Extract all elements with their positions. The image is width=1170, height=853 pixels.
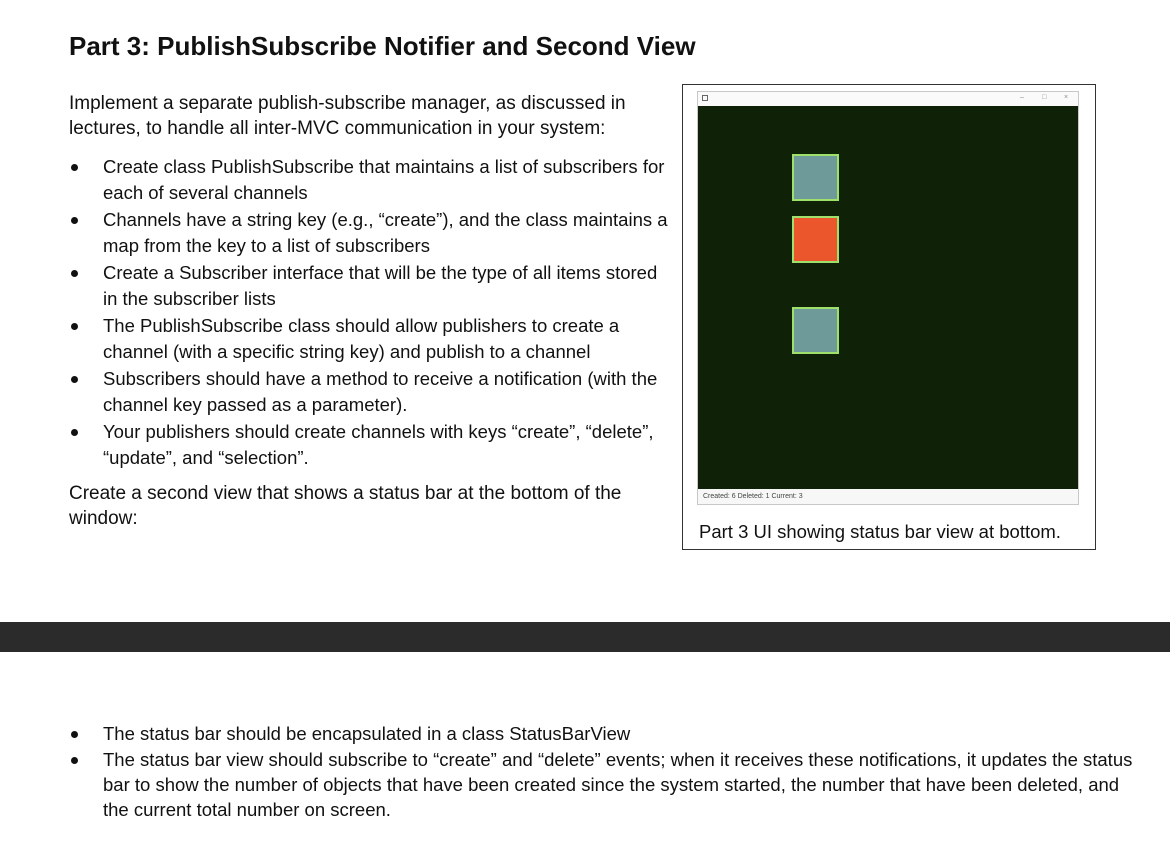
status-bar-requirements-list <box>69 721 1139 823</box>
window-titlebar <box>698 92 1078 107</box>
bullet-icon <box>71 731 78 738</box>
list-item <box>69 366 669 418</box>
list-item <box>69 260 669 312</box>
list-item-text: The PublishSubscribe class should allow publishers to create a channel (with a specific string key) and publish to a channel <box>103 315 620 362</box>
list-item-text: The status bar view should subscribe to “create” and “delete” events; when it receives these notifications, it updates the status bar to show the number of objects that have been created since the system started, the number that have been deleted, and the current total number on screen. <box>103 749 1133 820</box>
list-item <box>69 154 669 206</box>
page-separator-band <box>0 622 1170 652</box>
bullet-icon <box>71 757 78 764</box>
section-title: Part 3: PublishSubscribe Notifier and Second View <box>69 31 696 61</box>
list-item <box>69 721 1139 746</box>
drawing-canvas <box>698 106 1078 489</box>
list-item <box>69 419 669 471</box>
bullet-icon <box>71 217 78 224</box>
list-item-text: The status bar should be encapsulated in a class StatusBarView <box>103 723 631 744</box>
minimize-icon: – <box>1020 94 1024 101</box>
figure-box <box>682 84 1096 550</box>
shape-rectangle <box>792 307 839 354</box>
maximize-icon: □ <box>1042 94 1047 101</box>
list-item-text: Subscribers should have a method to receive a notification (with the channel key passed as a parameter). <box>103 368 658 415</box>
close-icon: × <box>1064 94 1069 101</box>
bullet-icon <box>71 376 78 383</box>
second-view-paragraph: Create a second view that shows a status bar at the bottom of the window: <box>69 483 622 529</box>
requirements-list <box>69 154 669 472</box>
figure-caption: Part 3 UI showing status bar view at bottom. <box>699 521 1061 542</box>
status-bar: Created: 6 Deleted: 1 Current: 3 <box>698 489 1078 504</box>
shape-rectangle-selected <box>792 216 839 263</box>
app-window-screenshot <box>697 91 1079 505</box>
bullet-icon <box>71 429 78 436</box>
list-item <box>69 207 669 259</box>
app-icon <box>702 95 708 101</box>
shape-rectangle <box>792 154 839 201</box>
bullet-icon <box>71 323 78 330</box>
intro-paragraph: Implement a separate publish-subscribe manager, as discussed in lectures, to handle all inter-MVC communication in your system: <box>69 93 626 139</box>
list-item-text: Your publishers should create channels with keys “create”, “delete”, “update”, and “selection”. <box>103 421 654 468</box>
list-item-text: Channels have a string key (e.g., “create”), and the class maintains a map from the key to a list of subscribers <box>103 209 668 256</box>
list-item <box>69 313 669 365</box>
list-item-text: Create class PublishSubscribe that maintains a list of subscribers for each of several channels <box>103 156 665 203</box>
list-item <box>69 747 1139 822</box>
bullet-icon <box>71 164 78 171</box>
bullet-icon <box>71 270 78 277</box>
list-item-text: Create a Subscriber interface that will be the type of all items stored in the subscriber lists <box>103 262 658 309</box>
